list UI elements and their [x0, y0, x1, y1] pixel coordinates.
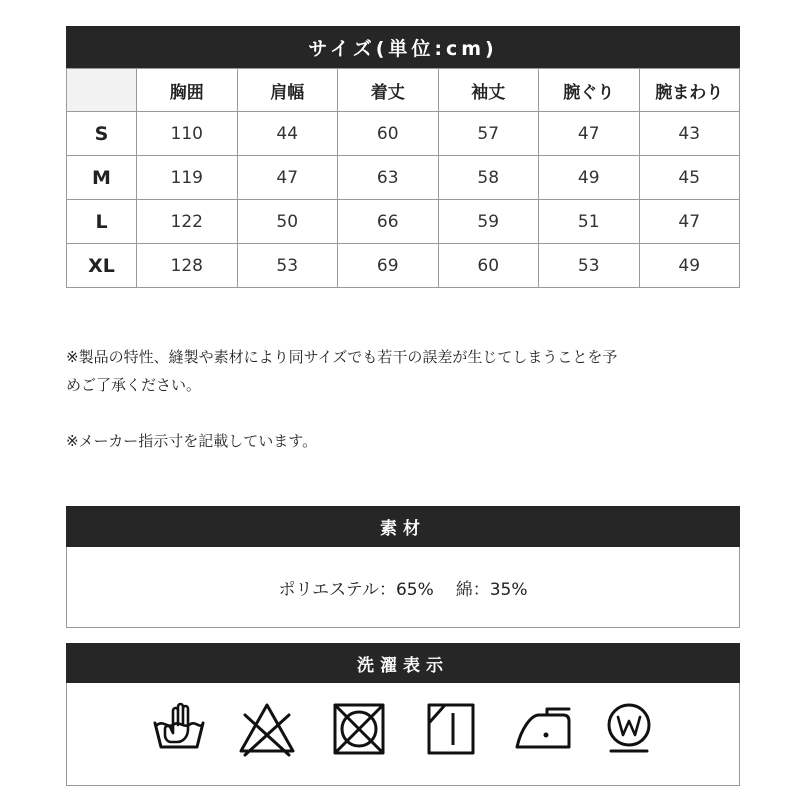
size-table-title-text: サイズ(単位:cm) [308, 37, 498, 60]
table-cell: 50 [237, 200, 338, 244]
row-header-size: M [67, 156, 137, 200]
table-cell: 47 [539, 112, 640, 156]
note-manufacturer: ※メーカー指示寸を記載しています。 [66, 432, 318, 450]
table-row [67, 244, 740, 288]
table-cell: 59 [438, 200, 539, 244]
material-title-text: 素材 [380, 519, 426, 539]
row-header-size: S [67, 112, 137, 156]
table-cell: 119 [137, 156, 238, 200]
table-cell: 60 [338, 112, 439, 156]
table-cell: 53 [539, 244, 640, 288]
table-row [67, 200, 740, 244]
material-polyester: ポリエステル：65% [278, 579, 434, 600]
table-cell: 69 [338, 244, 439, 288]
row-header-size: XL [67, 244, 137, 288]
table-cell: 51 [539, 200, 640, 244]
table-cell: 128 [137, 244, 238, 288]
table-cell: 47 [639, 200, 740, 244]
table-cell: 44 [237, 112, 338, 156]
hand-wash-icon [149, 699, 209, 759]
no-bleach-icon [237, 699, 297, 759]
table-row [67, 156, 740, 200]
care-title-text: 洗濯表示 [357, 655, 449, 676]
table-row [67, 112, 740, 156]
size-table-title [66, 26, 740, 68]
size-table-corner-cell [67, 69, 137, 112]
table-cell: 49 [639, 244, 740, 288]
size-table [66, 68, 740, 288]
table-cell: 57 [438, 112, 539, 156]
row-header-size: L [67, 200, 137, 244]
table-cell: 122 [137, 200, 238, 244]
size-table-header-row [67, 69, 740, 112]
wet-clean-icon [599, 699, 659, 759]
table-cell: 63 [338, 156, 439, 200]
iron-low-icon [513, 699, 573, 759]
notes [66, 343, 756, 455]
column-header-shoulder: 肩幅 [237, 69, 338, 112]
no-tumble-dry-icon [329, 699, 389, 759]
table-cell: 53 [237, 244, 338, 288]
note-tolerance-line1: ※製品の特性、縫製や素材により同サイズでも若干の誤差が生じてしまうことを予 [66, 348, 618, 366]
column-header-length: 着丈 [338, 69, 439, 112]
column-header-sleeve: 袖丈 [438, 69, 539, 112]
table-cell: 58 [438, 156, 539, 200]
care-box [66, 683, 740, 786]
material-box [66, 547, 740, 628]
material-title [66, 506, 740, 547]
table-cell: 49 [539, 156, 640, 200]
table-cell: 110 [137, 112, 238, 156]
column-header-armhole: 腕ぐり [539, 69, 640, 112]
table-cell: 47 [237, 156, 338, 200]
table-cell: 60 [438, 244, 539, 288]
material-cotton: 綿：35% [455, 579, 528, 600]
table-cell: 45 [639, 156, 740, 200]
care-title [66, 643, 740, 683]
table-cell: 43 [639, 112, 740, 156]
note-tolerance-line2: めご了承ください。 [66, 376, 202, 394]
column-header-chest: 胸囲 [137, 69, 238, 112]
table-cell: 66 [338, 200, 439, 244]
drip-dry-shade-icon [421, 699, 481, 759]
column-header-arm-circumference: 腕まわり [639, 69, 740, 112]
